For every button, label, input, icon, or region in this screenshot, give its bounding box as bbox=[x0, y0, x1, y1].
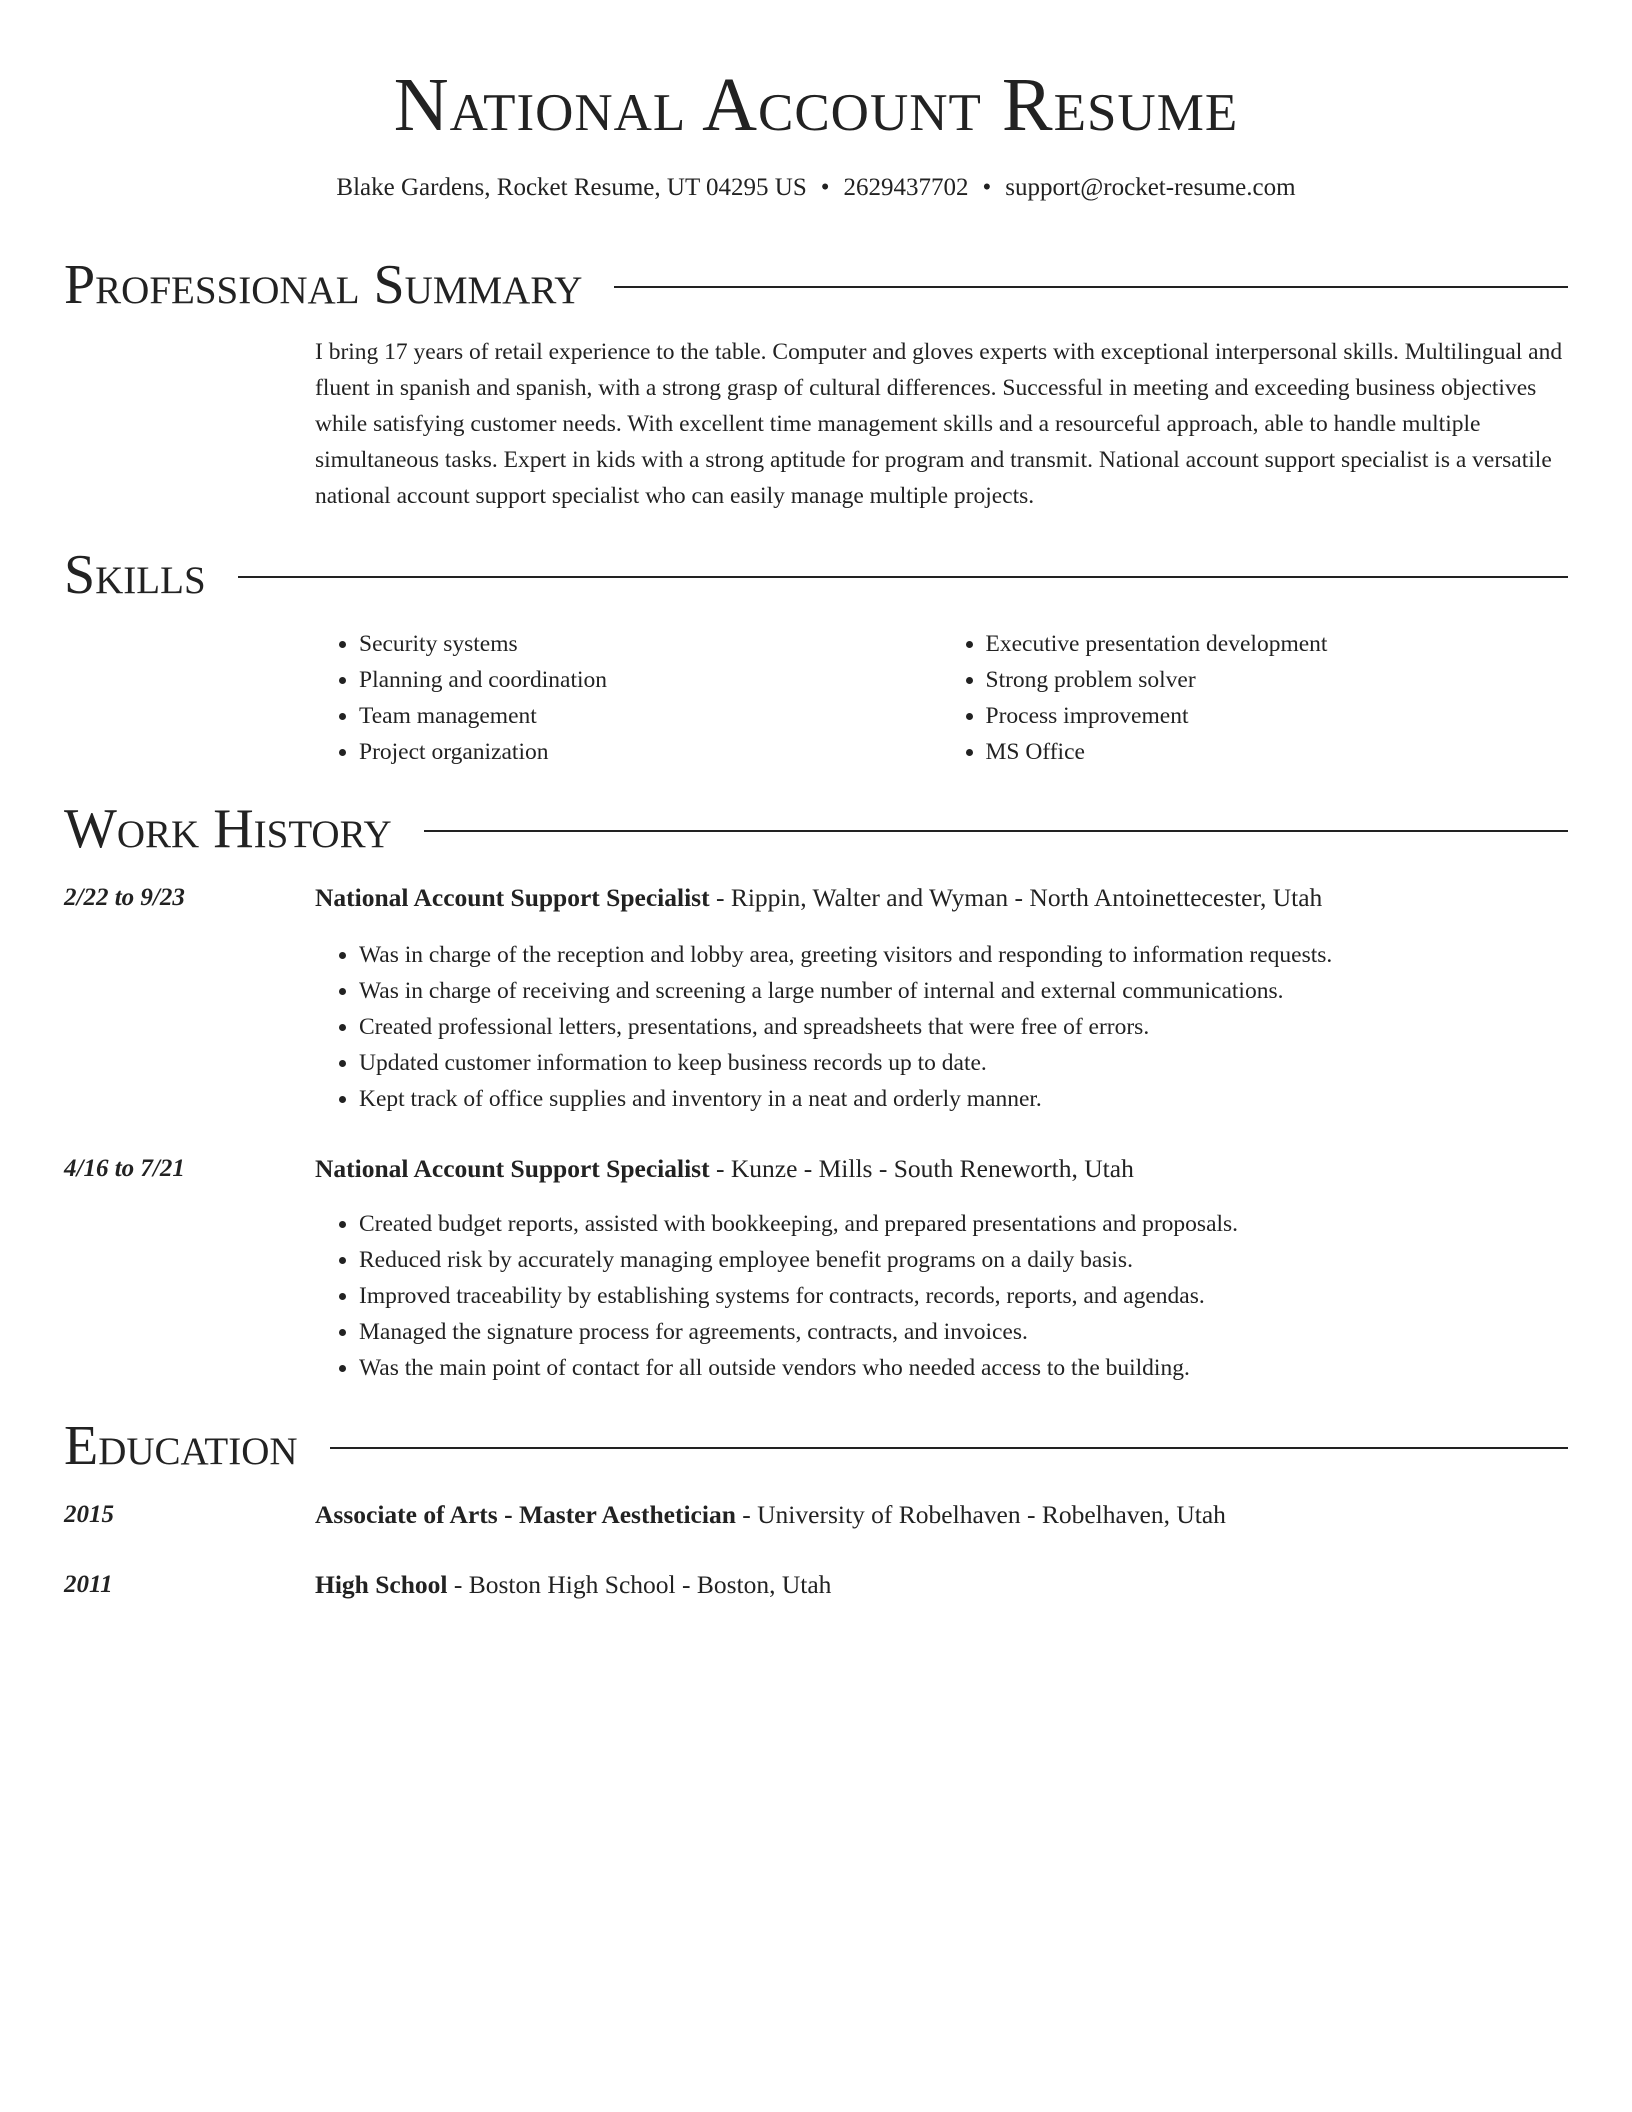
job-dates: 2/22 to 9/23 bbox=[64, 884, 185, 911]
section-divider bbox=[614, 286, 1568, 288]
job-bullet: • Managed the signature process for agreements, contracts, and invoices. bbox=[359, 1314, 1568, 1350]
contact-separator: • bbox=[982, 174, 992, 201]
job-details: - Rippin, Walter and Wyman - North Antoinettecester, Utah bbox=[709, 883, 1323, 912]
job-bullet: • Updated customer information to keep business records up to date. bbox=[359, 1045, 1568, 1081]
summary-section-header bbox=[64, 253, 1568, 317]
summary-text: I bring 17 years of retail experience to the table. Computer and gloves experts with exceptional interpersonal skills. Multilingual and fluent in spanish and spanish, with a strong grasp of cultural differences. Successful in meeting and exceeding business objectives while satisfying customer needs. With excellent time management skills and a resourceful approach, able to handle multiple simultaneous tasks. Expert in kids with a strong aptitude for program and transmit. National account support specialist is a versatile national account support specialist who can easily manage multiple projects. bbox=[315, 339, 1563, 509]
job-bullets bbox=[315, 1206, 1568, 1386]
job-bullet: • Created professional letters, presentations, and spreadsheets that were free of errors. bbox=[359, 1009, 1568, 1045]
job-bullet: • Was in charge of the reception and lobby area, greeting visitors and responding to information requests. bbox=[359, 937, 1568, 973]
skill-item: • Team management bbox=[359, 698, 942, 734]
section-title-work: Work History bbox=[64, 798, 392, 860]
contact-separator: • bbox=[820, 174, 830, 201]
skills-section-header bbox=[64, 543, 1568, 607]
section-title-skills: Skills bbox=[64, 544, 206, 606]
education-year: 2015 bbox=[64, 1501, 114, 1528]
contact-line bbox=[64, 172, 1568, 204]
section-title-summary: Professional Summary bbox=[64, 254, 583, 316]
section-divider bbox=[424, 830, 1568, 832]
resume-page bbox=[64, 0, 1568, 1599]
job-bullet: • Kept track of office supplies and inventory in a neat and orderly manner. bbox=[359, 1081, 1568, 1117]
education-details: - Boston High School - Boston, Utah bbox=[447, 1570, 832, 1599]
job-bullet: • Improved traceability by establishing systems for contracts, records, reports, and agendas. bbox=[359, 1278, 1568, 1314]
contact-phone: 2629437702 bbox=[843, 174, 969, 201]
skills-list bbox=[315, 626, 1568, 770]
skill-item: • Planning and coordination bbox=[359, 662, 942, 698]
education-entry bbox=[315, 1498, 1568, 1532]
skill-item: • Security systems bbox=[359, 626, 942, 662]
contact-address: Blake Gardens, Rocket Resume, UT 04295 US bbox=[336, 174, 807, 201]
skill-item: • Strong problem solver bbox=[986, 662, 1569, 698]
section-divider bbox=[238, 576, 1568, 578]
job-bullet: • Created budget reports, assisted with bookkeeping, and prepared presentations and proposals. bbox=[359, 1206, 1568, 1242]
skill-item: • Project organization bbox=[359, 734, 942, 770]
job-bullet: • Was the main point of contact for all outside vendors who needed access to the building. bbox=[359, 1350, 1568, 1386]
job-bullet: • Was in charge of receiving and screening a large number of internal and external communications. bbox=[359, 973, 1568, 1009]
education-degree: Associate of Arts - Master Aesthetician bbox=[315, 1500, 736, 1529]
job-title-line bbox=[315, 881, 1568, 915]
education-entry bbox=[315, 1568, 1568, 1602]
resume-title: National Account Resume bbox=[393, 63, 1239, 147]
job-bullets bbox=[315, 937, 1568, 1117]
contact-email: support@rocket-resume.com bbox=[1005, 174, 1296, 201]
education-details: - University of Robelhaven - Robelhaven, Utah bbox=[735, 1500, 1226, 1529]
skill-item: • Process improvement bbox=[986, 698, 1569, 734]
job-dates: 4/16 to 7/21 bbox=[64, 1155, 185, 1182]
skill-item: • MS Office bbox=[986, 734, 1569, 770]
section-title-education: Education bbox=[64, 1415, 298, 1477]
job-bullet: • Reduced risk by accurately managing employee benefit programs on a daily basis. bbox=[359, 1242, 1568, 1278]
skill-item: • Executive presentation development bbox=[986, 626, 1569, 662]
section-divider bbox=[330, 1447, 1568, 1449]
skills-column-right bbox=[942, 626, 1569, 770]
education-year: 2011 bbox=[64, 1571, 113, 1598]
job-title: National Account Support Specialist bbox=[315, 1154, 710, 1183]
work-section-header bbox=[64, 797, 1568, 861]
job-details: - Kunze - Mills - South Reneworth, Utah bbox=[709, 1154, 1134, 1183]
education-degree: High School bbox=[315, 1570, 448, 1599]
job-title: National Account Support Specialist bbox=[315, 883, 710, 912]
skills-column-left bbox=[315, 626, 942, 770]
education-section-header bbox=[64, 1414, 1568, 1478]
summary-body bbox=[315, 334, 1568, 514]
job-title-line bbox=[315, 1152, 1568, 1186]
